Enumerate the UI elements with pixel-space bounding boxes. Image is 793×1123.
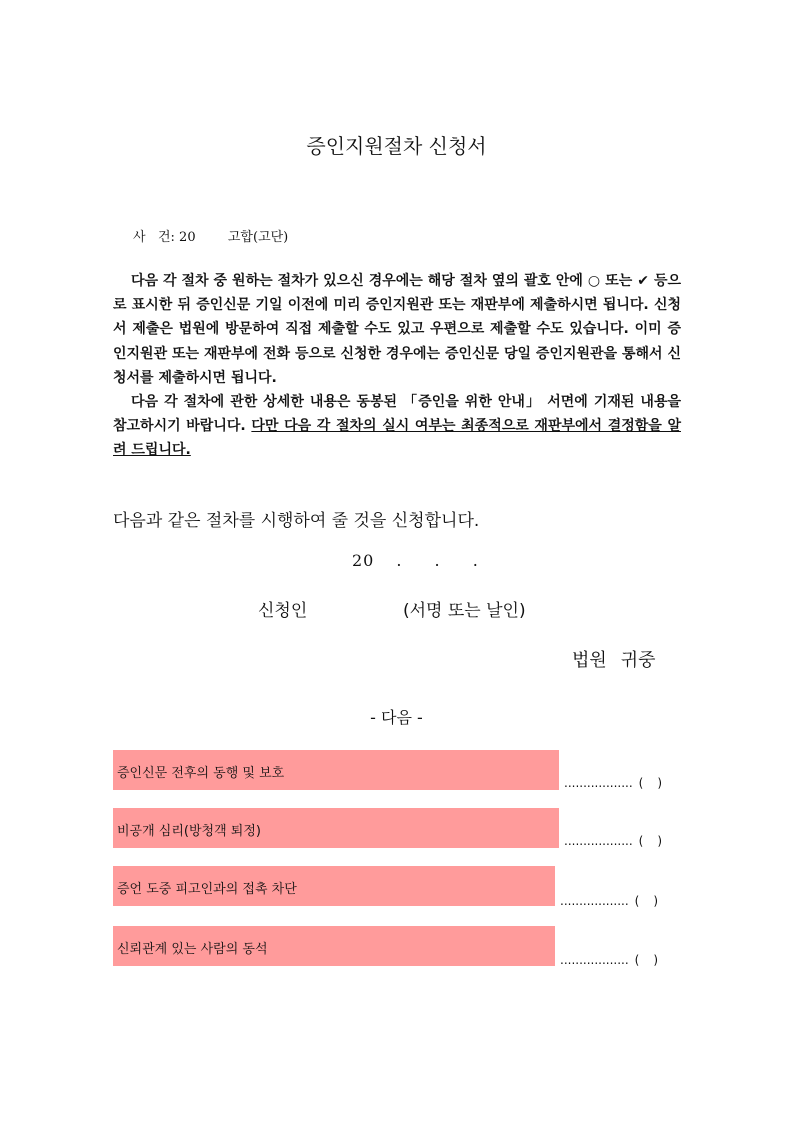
open-paren: (	[634, 953, 640, 967]
instructions-final-decision-note: 다만 다음 각 절차의 실시 여부는 최종적으로 재판부에서 결정함을 알려 드립니다.	[113, 418, 681, 459]
procedure-item	[113, 866, 555, 906]
form-title: 증인지원절차 신청서	[306, 134, 487, 158]
open-paren: (	[634, 894, 640, 908]
procedure-checkbox[interactable]	[564, 776, 662, 790]
leader-dots: ..................	[564, 834, 633, 848]
procedure-item	[113, 926, 555, 966]
next-section-heading: - 다음 -	[370, 708, 423, 727]
procedure-item	[113, 750, 559, 790]
case-type: 고합(고단)	[227, 230, 289, 245]
close-paren: )	[653, 894, 659, 908]
applicant-label: 신청인	[258, 601, 308, 621]
procedure-checkbox[interactable]	[560, 953, 658, 967]
procedure-item	[113, 808, 559, 848]
court-suffix: 귀중	[620, 650, 656, 671]
procedure-label: 비공개 심리(방청객 퇴정)	[117, 824, 261, 839]
instructions-guide-reference: 다음 각 절차에 관한 상세한 내용은 동봉된 「증인을 위한 안내」 서면에 기재된 내용을 참고하시기 바랍니다.	[113, 394, 681, 435]
court-label: 법원	[572, 650, 607, 671]
instructions-paragraph-2	[113, 390, 681, 463]
close-paren: )	[657, 834, 663, 848]
procedure-checkbox[interactable]	[564, 834, 662, 848]
court-addressee	[572, 646, 656, 672]
case-number-line	[133, 226, 288, 245]
case-year: 20	[179, 230, 196, 245]
case-label: 사 건:	[133, 230, 175, 245]
open-paren: (	[638, 776, 644, 790]
leader-dots: ..................	[564, 776, 633, 790]
date-separators: . . .	[396, 551, 492, 570]
close-paren: )	[653, 953, 659, 967]
signature-note: (서명 또는 날인)	[403, 601, 526, 621]
request-statement: 다음과 같은 절차를 시행하여 줄 것을 신청합니다.	[113, 511, 480, 531]
instructions	[113, 269, 681, 463]
date-line	[352, 551, 492, 570]
instructions-paragraph-1: 다음 각 절차 중 원하는 절차가 있으신 경우에는 해당 절차 옆의 괄호 안에 ○ 또는 ✔ 등으로 표시한 뒤 증인신문 기일 이전에 미리 증인지원관 또는 재판부에 제출하시면 됩니다. 신청서 제출은 법원에 방문하여 직접 제출할 수도 있고 우편으로 제출할 수도 있습니다. 이미 증인지원관 또는 재판부에 전화 등으로 신청한 경우에는 증인신문 당일 증인지원관을 통해서 신청서를 제출하시면 됩니다.	[113, 273, 681, 386]
procedure-label: 증인신문 전후의 동행 및 보호	[117, 766, 285, 781]
open-paren: (	[638, 834, 644, 848]
leader-dots: ..................	[560, 894, 629, 908]
procedure-label: 신뢰관계 있는 사람의 동석	[117, 942, 268, 957]
procedure-label: 증언 도중 피고인과의 접촉 차단	[117, 882, 297, 897]
date-year: 20	[352, 551, 375, 570]
leader-dots: ..................	[560, 953, 629, 967]
close-paren: )	[657, 776, 663, 790]
procedure-checkbox[interactable]	[560, 894, 658, 908]
